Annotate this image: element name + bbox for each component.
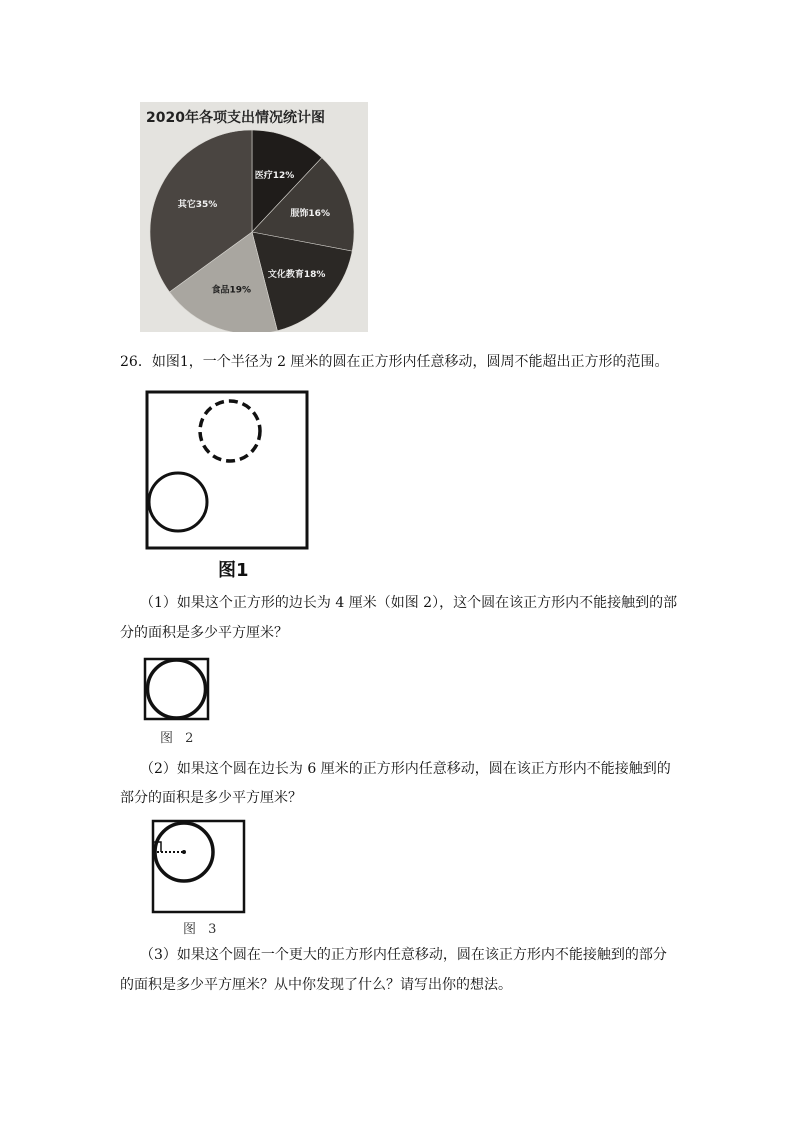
- figure-1-caption: 图1: [218, 560, 249, 581]
- question-stem: 26．如图1，一个半径为 2 厘米的圆在正方形内任意移动，圆周不能超出正方形的范围。: [120, 354, 669, 370]
- fig1-dashed-circle: [200, 401, 260, 461]
- figure-2-drawing: [143, 657, 211, 721]
- pie-chart-title: 2020年各项支出情况统计图: [146, 110, 325, 126]
- part-2-line-1: （2）如果这个圆在边长为 6 厘米的正方形内任意移动，圆在该正方形内不能接触到的: [140, 761, 671, 777]
- pie-slice-label: 服饰16%: [290, 209, 330, 220]
- fig3-center-dot: [182, 850, 186, 854]
- pie-slice-label: 医疗12%: [254, 171, 295, 182]
- pie-slice-label: 其它35%: [177, 200, 218, 211]
- figure-2: [143, 657, 211, 721]
- pie-slice-label: 食品19%: [211, 285, 252, 296]
- figure-1-drawing: [145, 390, 310, 550]
- fig1-square: [147, 392, 307, 548]
- pie-chart-svg: [140, 102, 368, 332]
- figure-1: [145, 390, 310, 550]
- part-1-line-1: （1）如果这个正方形的边长为 4 厘米（如图 2），这个圆在该正方形内不能接触到的部: [140, 595, 678, 611]
- part-3-line-2: 的面积是多少平方厘米？从中你发现了什么？请写出你的想法。: [120, 977, 512, 993]
- part-1-line-2: 分的面积是多少平方厘米？: [120, 625, 288, 641]
- part-2-line-2: 部分的面积是多少平方厘米？: [120, 790, 302, 806]
- fig1-solid-circle: [149, 473, 207, 531]
- pie-slice-label: 文化教育18%: [267, 269, 326, 280]
- figure-3: [150, 818, 248, 916]
- figure-3-drawing: [150, 818, 248, 916]
- figure-3-caption: 图 3: [183, 922, 221, 937]
- pie-chart-image: [140, 102, 368, 332]
- part-3-line-1: （3）如果这个圆在一个更大的正方形内任意移动，圆在该正方形内不能接触到的部分: [140, 947, 667, 963]
- fig2-circle: [148, 660, 206, 718]
- fig3-square: [153, 821, 244, 912]
- figure-2-caption: 图 2: [160, 731, 198, 746]
